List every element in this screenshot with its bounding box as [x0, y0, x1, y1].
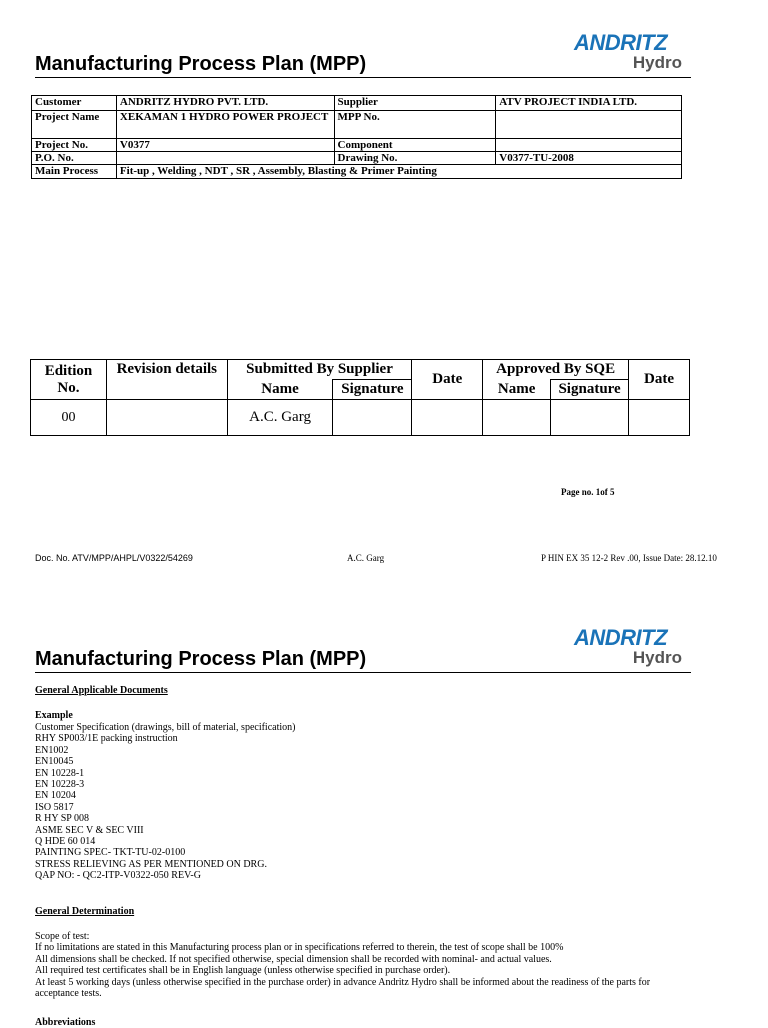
project-name-label: Project Name: [32, 111, 117, 139]
drawing-no-label: Drawing No.: [334, 152, 496, 165]
project-no-label: Project No.: [32, 139, 117, 152]
po-no-label: P.O. No.: [32, 152, 117, 165]
paragraph-line: All dimensions shall be checked. If not specified otherwise, special dimension shall be recorded with nominal- and actual values.: [35, 953, 552, 965]
mpp-no-value: [496, 111, 682, 139]
page-title: Manufacturing Process Plan (MPP): [35, 648, 367, 670]
list-item: EN 10228-1: [35, 767, 85, 779]
po-no-value: [116, 152, 334, 165]
example-label: Example: [35, 710, 73, 721]
edition-cell: 00: [31, 400, 107, 436]
table-row: [31, 400, 690, 436]
list-item: EN10045: [35, 756, 74, 768]
list-item: ASME SEC V & SEC VIII: [35, 824, 144, 836]
header-rule: [35, 77, 691, 78]
list-item: EN 10228-3: [35, 779, 85, 791]
list-item: ISO 5817: [35, 801, 74, 813]
page-number: Page no. 1of 5: [561, 487, 615, 497]
submitted-signature-cell: [333, 400, 412, 436]
project-no-value: V0377: [116, 139, 334, 152]
supplier-label: Supplier: [334, 96, 496, 111]
paragraph-line: At least 5 working days (unless otherwise specified in the purchase order) in advance Andritz Hydro shall be informed about the readiness of the parts for: [35, 976, 651, 988]
list-item: R HY SP 008: [35, 813, 89, 825]
list-item: EN1002: [35, 744, 69, 756]
determination-text: [35, 931, 715, 999]
list-item: Customer Specification (drawings, bill of material, specification): [35, 722, 296, 733]
general-determination-heading: General Determination: [35, 906, 135, 917]
approved-signature-cell: [551, 400, 629, 436]
form-reference: P HIN EX 35 12-2 Rev .00, Issue Date: 28.12.10: [541, 553, 717, 563]
date-header: Date: [412, 360, 483, 400]
paragraph-line: Scope of test:: [35, 931, 90, 942]
andritz-hydro-logo: ANDRITZ Hydro: [574, 30, 682, 72]
edition-header: Edition No.: [31, 360, 107, 400]
submitted-signature-header: Signature: [333, 380, 412, 400]
approved-name-header: Name: [483, 380, 551, 400]
list-item: EN 10204: [35, 790, 76, 802]
paragraph-line: If no limitations are stated in this Manufacturing process plan or in specifications referred to therein, the test of scope shall be 100%: [35, 942, 564, 954]
footer-author: A.C. Garg: [347, 553, 385, 563]
page-title: Manufacturing Process Plan (MPP): [35, 53, 367, 75]
general-documents-heading: General Applicable Documents: [35, 685, 168, 696]
andritz-hydro-logo: ANDRITZ Hydro: [574, 625, 682, 667]
drawing-no-value: V0377-TU-2008: [496, 152, 682, 165]
customer-value: ANDRITZ HYDRO PVT. LTD.: [116, 96, 334, 111]
approval-date-header: Date: [629, 360, 690, 400]
list-item: QAP NO: - QC2-ITP-V0322-050 REV-G: [35, 870, 201, 882]
abbreviations-heading: Abbreviations: [35, 1017, 96, 1028]
supplier-value: ATV PROJECT INDIA LTD.: [496, 96, 682, 111]
component-label: Component: [334, 139, 496, 152]
mpp-no-label: MPP No.: [334, 111, 496, 139]
header-rule: [35, 672, 691, 673]
revision-details-header: Revision details: [106, 360, 227, 400]
approved-name-cell: [483, 400, 551, 436]
list-item: Q HDE 60 014: [35, 836, 96, 848]
doc-number: Doc. No. ATV/MPP/AHPL/V0322/54269: [35, 553, 193, 563]
revision-cell: [106, 400, 227, 436]
list-item: PAINTING SPEC- TKT-TU-02-0100: [35, 847, 186, 859]
component-value: [496, 139, 682, 152]
list-item: STRESS RELIEVING AS PER MENTIONED ON DRG.: [35, 858, 267, 870]
customer-label: Customer: [32, 96, 117, 111]
paragraph-line: All required test certificates shall be in English language (unless otherwise specified in purchase order).: [35, 965, 451, 977]
project-name-value: XEKAMAN 1 HYDRO POWER PROJECT: [116, 111, 334, 139]
documents-list: [35, 722, 295, 882]
submitted-name-cell: A.C. Garg: [227, 400, 333, 436]
revision-table: [30, 359, 690, 436]
approval-date-cell: [629, 400, 690, 436]
date-cell: [412, 400, 483, 436]
approved-signature-header: Signature: [551, 380, 629, 400]
main-process-value: Fit-up , Welding , NDT , SR , Assembly, Blasting & Primer Painting: [116, 165, 681, 179]
submitted-name-header: Name: [227, 380, 333, 400]
main-process-label: Main Process: [32, 165, 117, 179]
paragraph-line: acceptance tests.: [35, 988, 102, 1000]
project-info-table: [31, 95, 682, 179]
list-item: RHY SP003/1E packing instruction: [35, 733, 178, 745]
approved-by-header: Approved By SQE: [483, 360, 629, 380]
submitted-by-header: Submitted By Supplier: [227, 360, 412, 380]
